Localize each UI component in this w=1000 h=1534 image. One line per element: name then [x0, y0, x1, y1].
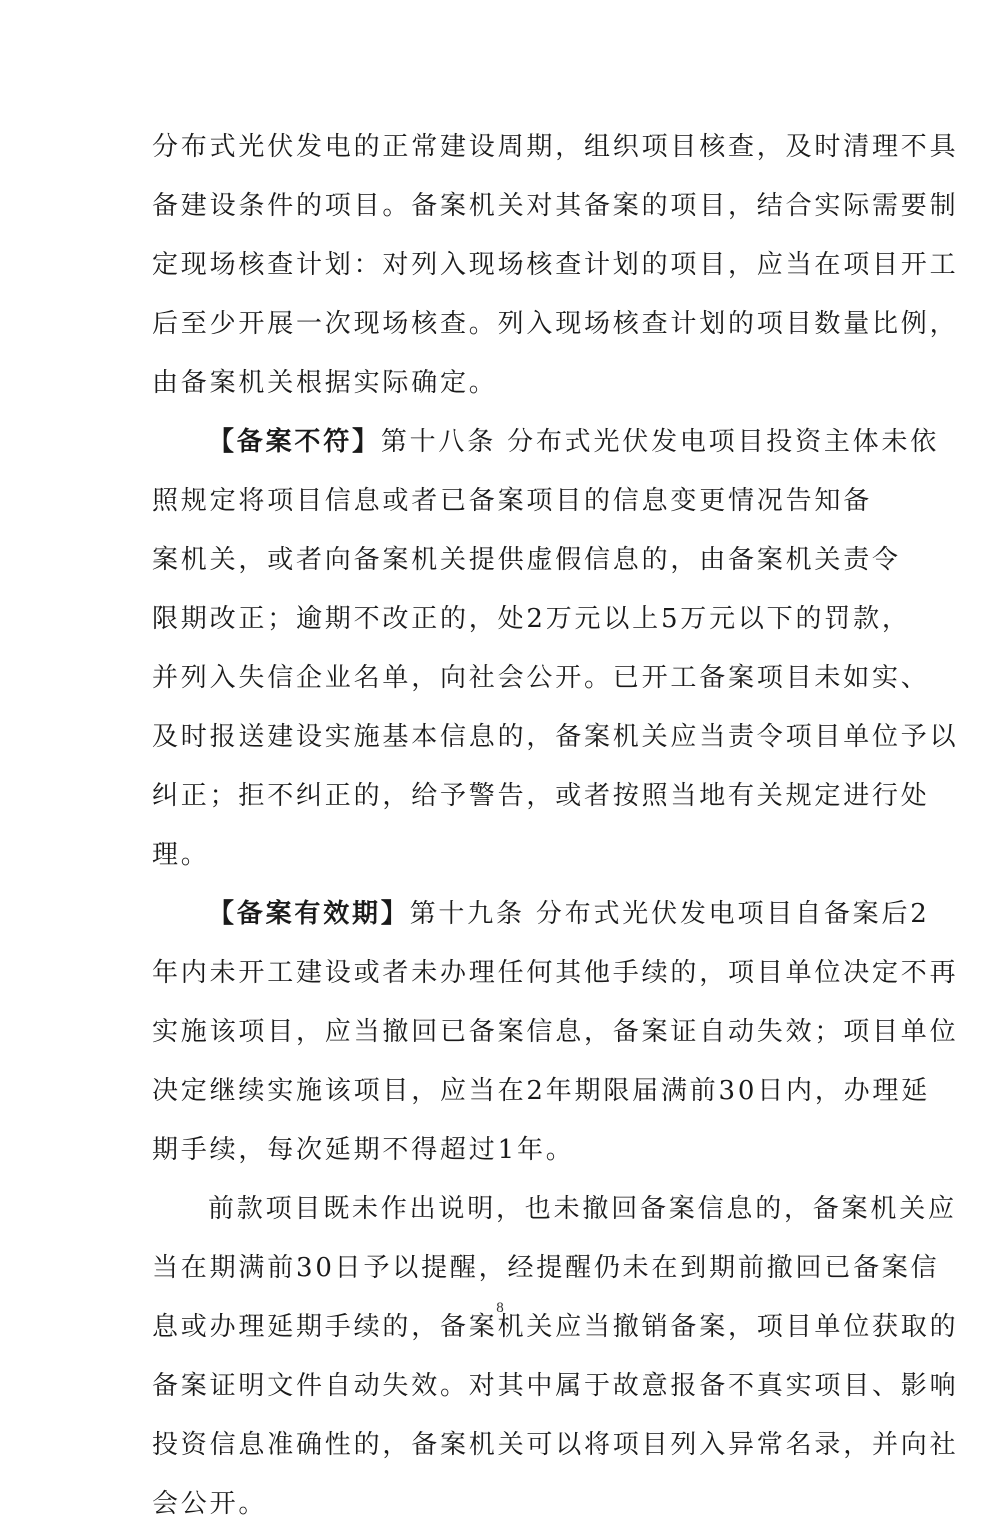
- text-line: 备案证明文件自动失效。对其中属于故意报备不真实项目、影响: [152, 1371, 959, 1401]
- text-line: 当在期满前30日予以提醒，经提醒仍未在到期前撤回已备案信: [152, 1253, 940, 1283]
- paragraph-continuation: [152, 118, 959, 413]
- text-line: 及时报送建设实施基本信息的，备案机关应当责令项目单位予以: [152, 722, 959, 752]
- text-line: 【备案不符】第十八条 分布式光伏发电项目投资主体未依: [208, 427, 940, 457]
- text-line: 由备案机关根据实际确定。: [152, 368, 498, 398]
- text-line: 纠正；拒不纠正的，给予警告，或者按照当地有关规定进行处: [152, 781, 930, 811]
- paragraph-article-18: [152, 413, 959, 885]
- text-line: 年内未开工建设或者未办理任何其他手续的，项目单位决定不再: [152, 958, 959, 988]
- text-line: 定现场核查计划：对列入现场核查计划的项目，应当在项目开工: [152, 250, 959, 280]
- paragraph-preceding-clause: [152, 1180, 959, 1534]
- text-line: 投资信息准确性的，备案机关可以将项目列入异常名录，并向社: [152, 1430, 959, 1460]
- text-line: 案机关，或者向备案机关提供虚假信息的，由备案机关责令: [152, 545, 901, 575]
- text-line: 后至少开展一次现场核查。列入现场核查计划的项目数量比例，: [152, 309, 959, 339]
- text-line: 实施该项目，应当撤回已备案信息，备案证自动失效；项目单位: [152, 1017, 959, 1047]
- article-body: [152, 118, 959, 1534]
- text-line: 理。: [152, 840, 210, 870]
- paragraph-article-19: [152, 885, 959, 1180]
- text-line: 期手续，每次延期不得超过1年。: [152, 1135, 575, 1165]
- text-line: 【备案有效期】第十九条 分布式光伏发电项目自备案后2: [208, 899, 930, 929]
- text-line: 并列入失信企业名单，向社会公开。已开工备案项目未如实、: [152, 663, 930, 693]
- section-heading: 【备案不符】: [208, 427, 381, 457]
- page-number: 8: [496, 1300, 504, 1316]
- text-line: 限期改正；逾期不改正的，处2万元以上5万元以下的罚款，: [152, 604, 911, 634]
- text-line: 决定继续实施该项目，应当在2年期限届满前30日内，办理延: [152, 1076, 931, 1106]
- text-line: 照规定将项目信息或者已备案项目的信息变更情况告知备: [152, 486, 873, 516]
- text-line: 息或办理延期手续的，备案机关应当撤销备案，项目单位获取的: [152, 1312, 959, 1342]
- text-line: 会公开。: [152, 1489, 268, 1519]
- text-line: 备建设条件的项目。备案机关对其备案的项目，结合实际需要制: [152, 191, 959, 221]
- section-heading: 【备案有效期】: [208, 899, 410, 929]
- text-line: 分布式光伏发电的正常建设周期，组织项目核查，及时清理不具: [152, 132, 959, 162]
- text-line: 前款项目既未作出说明，也未撤回备案信息的，备案机关应: [208, 1194, 957, 1224]
